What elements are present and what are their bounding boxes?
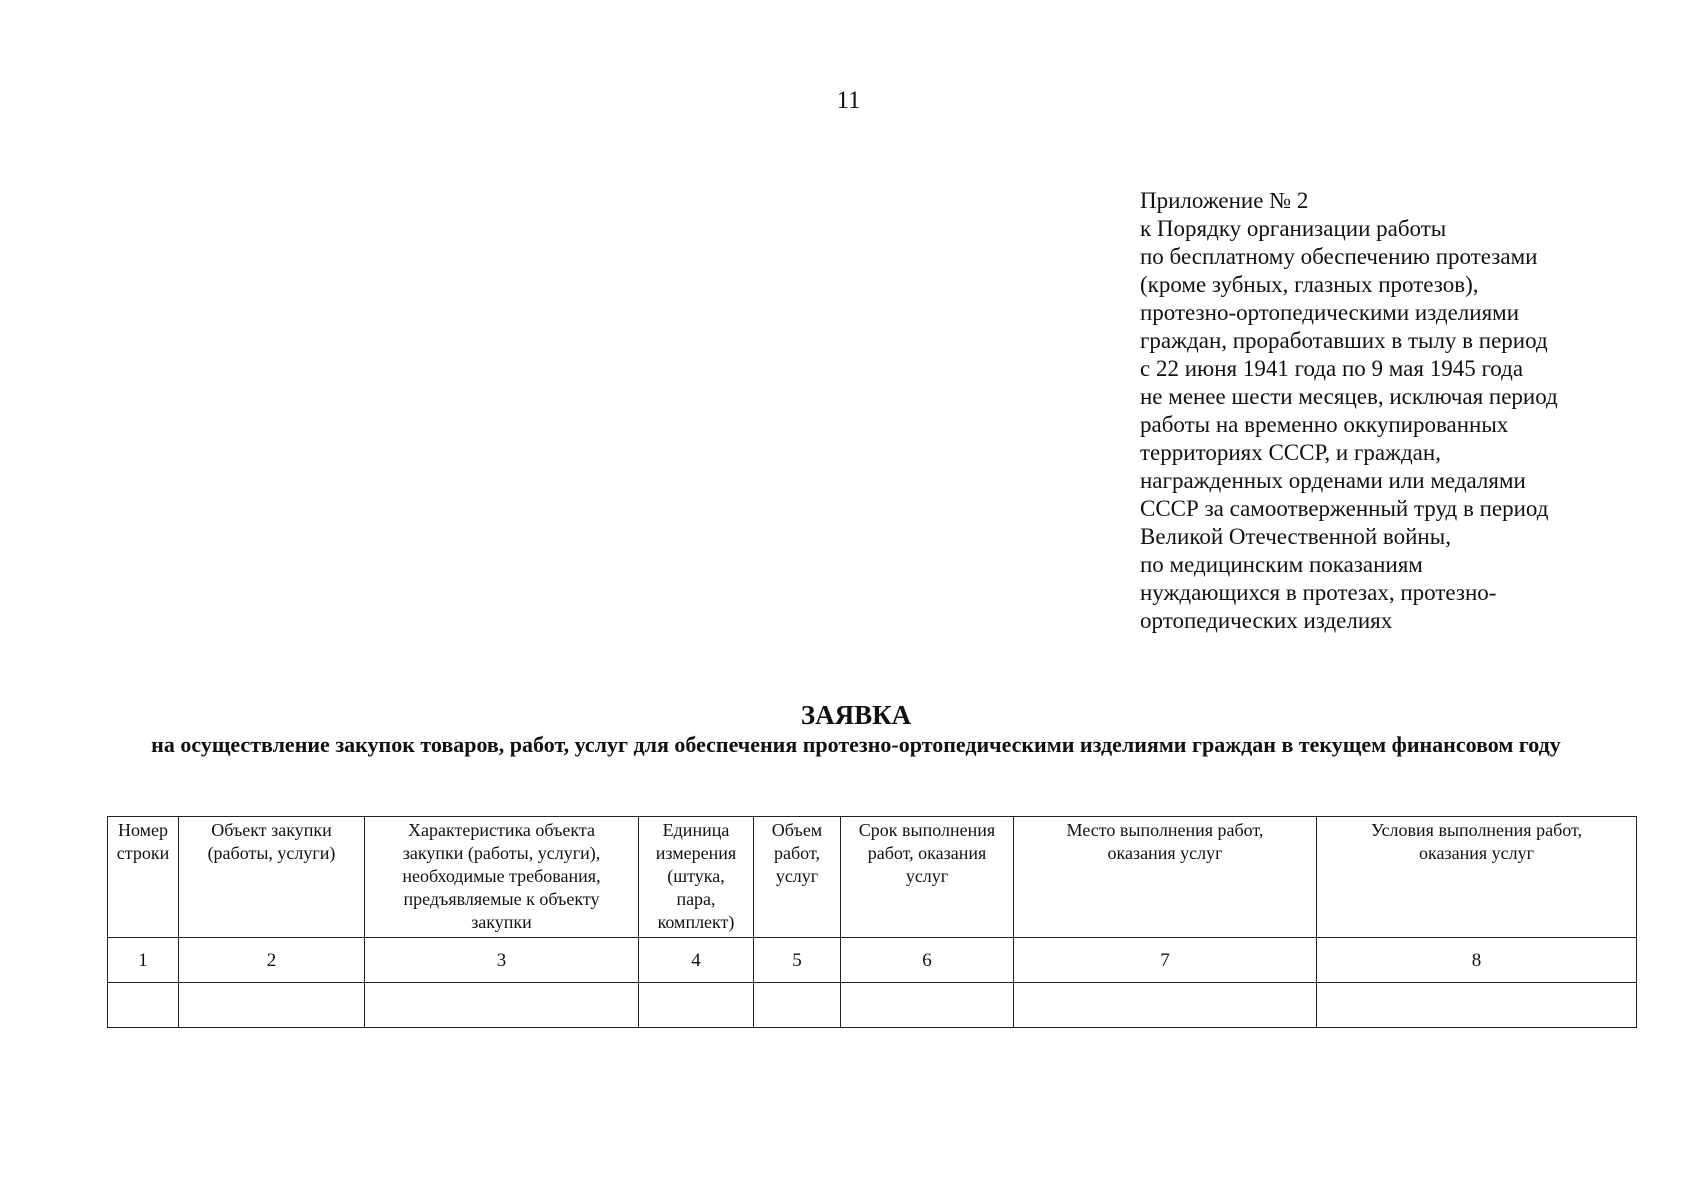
header-line: (работы, услуги) — [207, 843, 336, 863]
appendix-line: не менее шести месяцев, исключая период — [1140, 384, 1558, 409]
column-number: 4 — [639, 938, 754, 983]
page-number: 11 — [836, 87, 861, 114]
header-conditions — [1317, 817, 1637, 938]
column-number: 7 — [1014, 938, 1317, 983]
header-line: (штука, — [667, 866, 725, 886]
request-table — [107, 816, 1637, 1028]
header-line: пара, — [676, 889, 716, 909]
header-line: работ, оказания — [867, 843, 987, 863]
table-cell — [1317, 983, 1637, 1028]
table-cell — [179, 983, 365, 1028]
appendix-line: СССР за самоотверженный труд в период — [1140, 496, 1549, 521]
document-subtitle: на осуществление закупок товаров, работ, услуг для обеспечения протезно-ортопедическими изделиями граждан в текущем финансовом году — [151, 732, 1561, 757]
table-cell — [841, 983, 1014, 1028]
appendix-line: (кроме зубных, глазных протезов), — [1140, 272, 1479, 297]
appendix-line: работы на временно оккупированных — [1140, 412, 1509, 437]
header-line: комплект) — [657, 912, 735, 932]
header-line: оказания услуг — [1107, 843, 1223, 863]
table-cell — [1014, 983, 1317, 1028]
column-number: 5 — [754, 938, 841, 983]
header-line: Объект закупки — [211, 820, 332, 840]
column-number: 8 — [1317, 938, 1637, 983]
header-line: Условия выполнения работ, — [1370, 820, 1583, 840]
header-purchase-object — [179, 817, 365, 938]
header-line: измерения — [655, 843, 737, 863]
column-number: 2 — [179, 938, 365, 983]
appendix-line: Приложение № 2 — [1140, 188, 1309, 213]
column-number-row — [108, 938, 1637, 983]
header-object-characteristics — [365, 817, 639, 938]
header-line: закупки — [471, 912, 532, 932]
column-number: 3 — [365, 938, 639, 983]
header-line: услуг — [905, 866, 949, 886]
appendix-line: по медицинским показаниям — [1140, 552, 1423, 577]
appendix-line: ортопедических изделиях — [1140, 608, 1393, 633]
table-cell — [754, 983, 841, 1028]
appendix-line: нуждающихся в протезах, протезно- — [1140, 580, 1497, 605]
header-line: Срок выполнения — [858, 820, 996, 840]
table-header-row — [108, 817, 1637, 938]
header-line: Объем — [771, 820, 823, 840]
header-line: Место выполнения работ, — [1066, 820, 1264, 840]
appendix-line: по бесплатному обеспечению протезами — [1140, 244, 1538, 269]
appendix-line: протезно-ортопедическими изделиями — [1140, 300, 1520, 325]
table-cell — [108, 983, 179, 1028]
header-row-number — [108, 817, 179, 938]
header-line: Номер — [117, 820, 169, 840]
header-line: предъявляемые к объекту — [403, 889, 600, 909]
header-line: необходимые требования, — [402, 866, 601, 886]
column-number: 6 — [841, 938, 1014, 983]
header-deadline — [841, 817, 1014, 938]
table-row — [108, 983, 1637, 1028]
appendix-line: награжденных орденами или медалями — [1140, 468, 1526, 493]
header-line: услуг — [775, 866, 819, 886]
header-line: Характеристика объекта — [407, 820, 595, 840]
header-unit — [639, 817, 754, 938]
header-line: Единица — [662, 820, 730, 840]
appendix-line: к Порядку организации работы — [1140, 216, 1447, 241]
table-cell — [639, 983, 754, 1028]
header-line: строки — [116, 843, 170, 863]
column-number: 1 — [108, 938, 179, 983]
header-place — [1014, 817, 1317, 938]
header-line: работ, — [774, 843, 820, 863]
appendix-line: Великой Отечественной войны, — [1140, 524, 1451, 549]
header-volume — [754, 817, 841, 938]
table-cell — [365, 983, 639, 1028]
appendix-line: территориях СССР, и граждан, — [1140, 440, 1441, 465]
header-line: оказания услуг — [1419, 843, 1534, 863]
appendix-note — [1140, 187, 1680, 635]
appendix-line: граждан, проработавших в тылу в период — [1140, 328, 1548, 353]
document-title: ЗАЯВКА — [800, 700, 912, 730]
appendix-line: с 22 июня 1941 года по 9 мая 1945 года — [1140, 356, 1524, 381]
header-line: закупки (работы, услуги), — [402, 843, 601, 863]
